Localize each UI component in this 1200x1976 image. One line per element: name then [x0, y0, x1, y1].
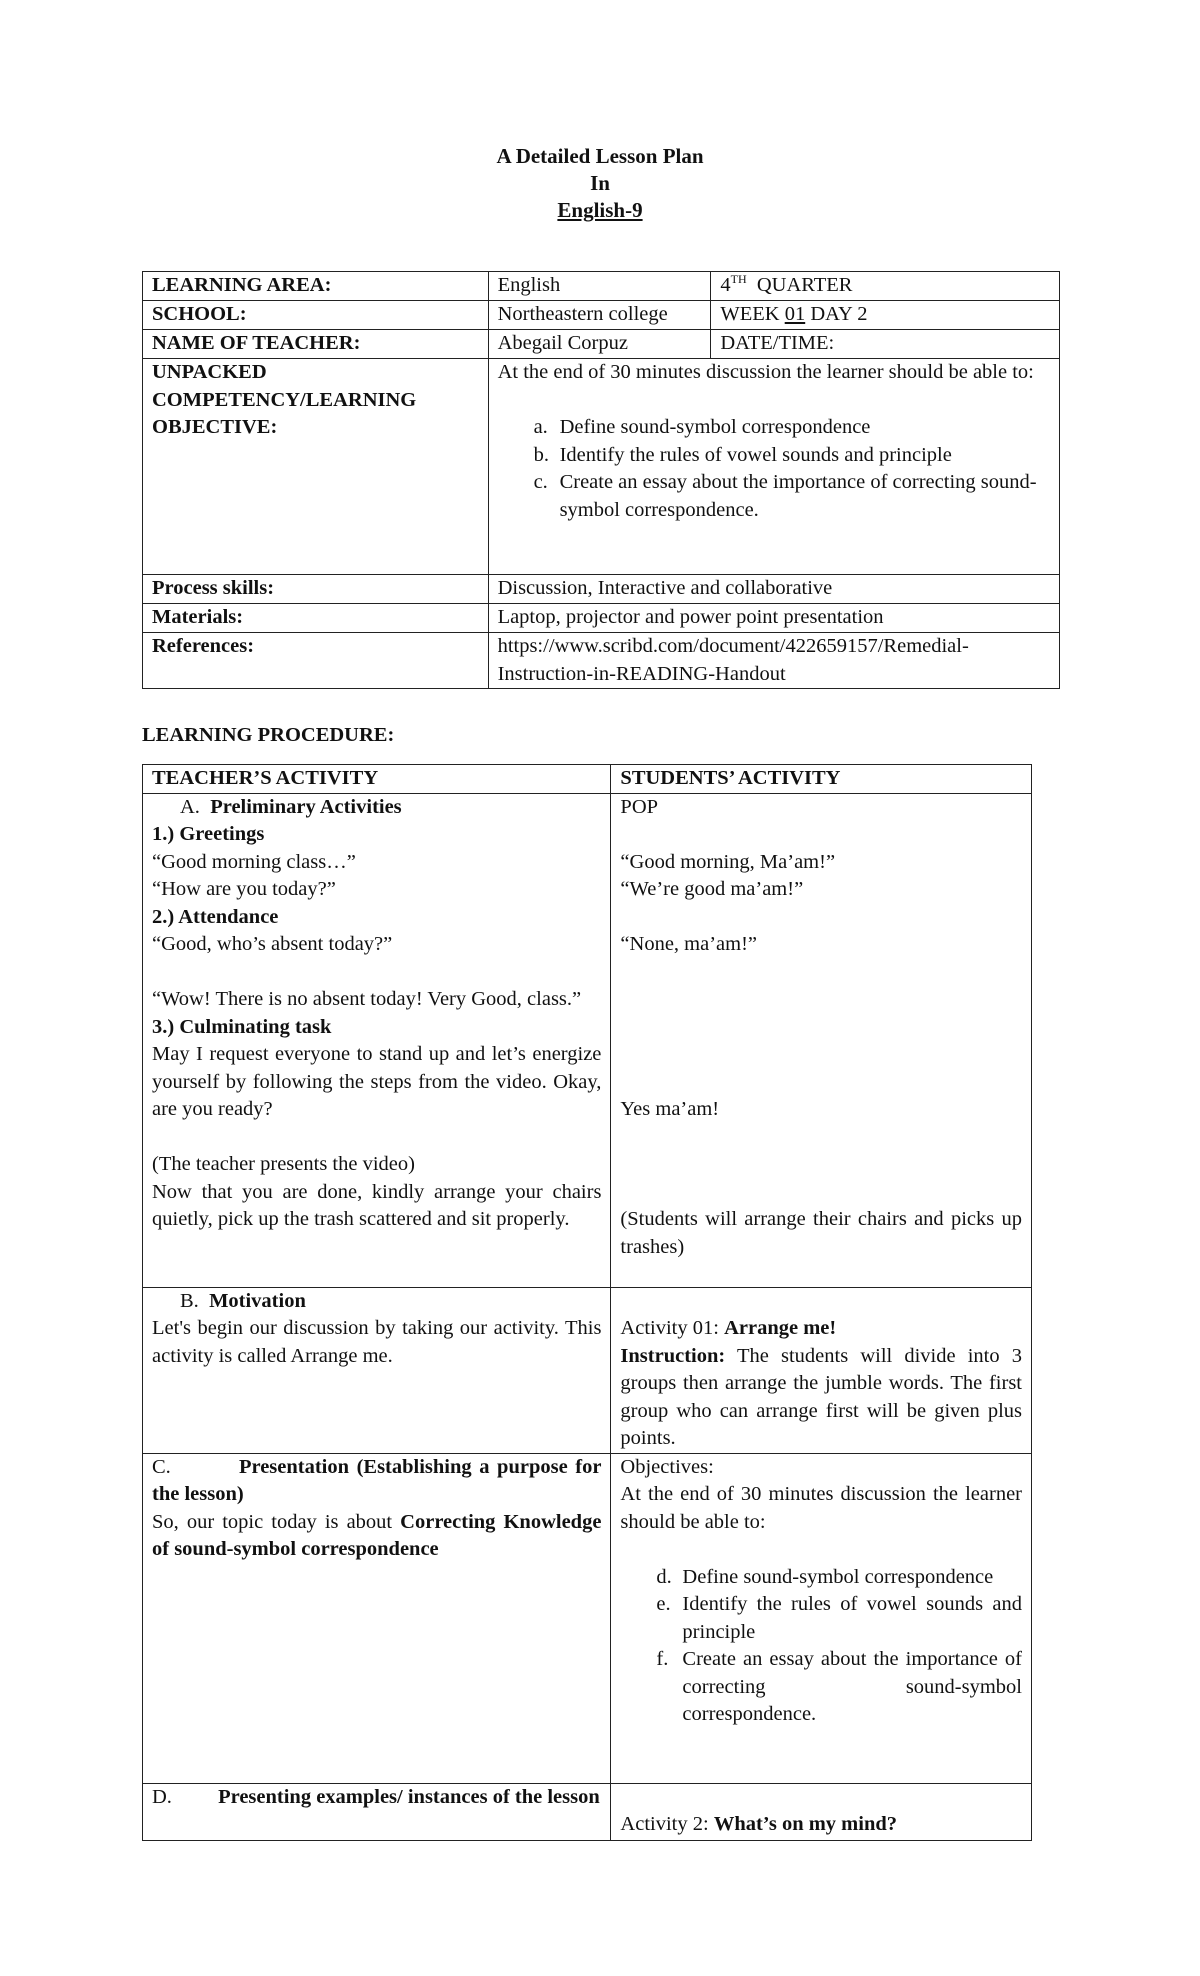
student-objective-item — [656, 1646, 1022, 1729]
teacher-value: Abegail Corpuz — [488, 330, 711, 359]
instruction-body: The students will divide into 3 groups then arrange the jumble words. The first group who can arrange first will be given plus points. — [620, 1344, 1022, 1449]
competency-value — [488, 359, 1059, 575]
preliminary-student-cell — [611, 793, 1032, 1287]
student-objectives-list — [620, 1564, 1022, 1729]
competency-label-line: UNPACKED — [152, 361, 267, 383]
references-line: https://www.scribd.com/document/422659157/Remedial- — [497, 635, 969, 657]
references-line: Instruction-in-READING-Handout — [497, 662, 786, 685]
competency-label-line: COMPETENCY/LEARNING — [152, 388, 417, 411]
culminating-text: May I request everyone to stand up and let’s energize yourself by following the steps from the video. Okay, are you ready? — [152, 1043, 602, 1120]
student-objective-text: Define sound-symbol correspondence — [682, 1565, 994, 1588]
motivation-text: Let's begin our discussion by taking our activity. This activity is called Arrange me. — [152, 1317, 602, 1367]
datetime-label: DATE/TIME: — [711, 330, 1060, 359]
student-response: “None, ma’am!” — [620, 933, 758, 955]
references-value — [488, 633, 1059, 689]
student-objective-item — [656, 1591, 1022, 1646]
learning-area-label: LEARNING AREA: — [143, 272, 489, 301]
objective-marker: c. — [533, 471, 548, 493]
competency-intro: At the end of 30 minutes discussion the learner should be able to: — [497, 361, 1034, 383]
teacher-label: NAME OF TEACHER: — [143, 330, 489, 359]
activity-2-prefix: Activity 2: — [620, 1813, 714, 1835]
objective-text: Identify the rules of vowel sounds and principle — [559, 443, 952, 466]
procedure-heading: LEARNING PROCEDURE: — [142, 724, 395, 746]
section-c-marker: C. — [152, 1455, 171, 1478]
student-response: POP — [620, 795, 659, 818]
procedure-table — [142, 764, 1032, 1841]
section-b-title: Motivation — [209, 1289, 306, 1312]
section-a-marker: A. — [180, 795, 200, 818]
materials-value: Laptop, projector and power point presentation — [488, 604, 1059, 633]
preliminary-teacher-cell — [143, 793, 611, 1287]
section-b-heading — [152, 1288, 601, 1316]
quarter-value — [711, 272, 1060, 301]
student-objective-marker: f. — [656, 1648, 669, 1670]
process-value: Discussion, Interactive and collaborative — [488, 575, 1059, 604]
doc-title: A Detailed Lesson Plan — [496, 144, 704, 168]
objective-item — [534, 442, 1050, 470]
instruction-label: Instruction: — [620, 1344, 726, 1367]
motivation-student-cell — [611, 1287, 1032, 1453]
student-col-header: STUDENTS’ ACTIVITY — [611, 765, 1032, 794]
info-table — [142, 271, 1060, 689]
school-value: Northeastern college — [488, 301, 711, 330]
week-num: 01 — [784, 303, 806, 325]
greetings-title: 1.) Greetings — [152, 823, 265, 845]
week-prefix: WEEK — [720, 303, 785, 325]
greetings-line: “Good morning class…” — [152, 850, 356, 873]
presentation-teacher-cell — [143, 1453, 611, 1783]
section-a-title: Preliminary Activities — [210, 795, 402, 818]
presentation-topic: Correcting Knowledge of sound-symbol correspondence — [152, 1510, 602, 1560]
objective-marker: a. — [533, 416, 548, 438]
activity-1-title: Arrange me! — [724, 1317, 837, 1339]
section-a-heading — [152, 794, 601, 822]
quarter-num: 4 — [720, 274, 731, 296]
section-c-title: Presentation (Establishing a purpose for the lesson) — [152, 1455, 602, 1505]
student-objective-marker: e. — [656, 1593, 671, 1615]
culminating-text: Now that you are done, kindly arrange your chairs quietly, pick up the trash scattered and sit properly. — [152, 1180, 602, 1230]
objective-text: Define sound-symbol correspondence — [559, 416, 871, 438]
activity-1-line — [620, 1315, 1022, 1343]
doc-subtitle: In — [590, 171, 610, 195]
objective-item — [534, 469, 1050, 524]
objective-text: Create an essay about the importance of correcting sound-symbol correspondence. — [559, 471, 1037, 521]
attendance-line: “Wow! There is no absent today! Very Good, class.” — [152, 988, 582, 1010]
teacher-col-header: TEACHER’S ACTIVITY — [143, 765, 611, 794]
presentation-student-cell — [611, 1453, 1032, 1783]
section-d-heading — [152, 1784, 601, 1812]
objective-marker: b. — [533, 443, 549, 466]
section-b-marker: B. — [180, 1289, 199, 1312]
greetings-line: “How are you today?” — [152, 878, 336, 900]
examples-student-cell — [611, 1783, 1032, 1840]
objectives-intro: At the end of 30 minutes discussion the learner should be able to: — [620, 1483, 1022, 1533]
student-objective-marker: d. — [656, 1565, 672, 1588]
student-objective-text: Create an essay about the importance of correcting sound-symbol correspondence. — [682, 1648, 1022, 1725]
quarter-text: QUARTER — [756, 274, 853, 296]
activity-2-line — [620, 1811, 1022, 1839]
week-value — [711, 301, 1060, 330]
quarter-sup: TH — [730, 272, 747, 286]
culminating-title: 3.) Culminating task — [152, 1015, 332, 1038]
materials-label: Materials: — [143, 604, 489, 633]
student-response: “We’re good ma’am!” — [620, 878, 804, 900]
presentation-prefix: So, our topic today is about — [152, 1510, 401, 1533]
references-label: References: — [143, 633, 489, 689]
attendance-line: “Good, who’s absent today?” — [152, 933, 393, 955]
learning-area-value: English — [488, 272, 711, 301]
attendance-title: 2.) Attendance — [152, 905, 279, 928]
competency-label-line: OBJECTIVE: — [152, 416, 278, 438]
student-response: “Good morning, Ma’am!” — [620, 850, 836, 873]
student-response: (Students will arrange their chairs and picks up trashes) — [620, 1208, 1022, 1258]
instruction-text — [620, 1343, 1022, 1453]
student-objective-text: Identify the rules of vowel sounds and principle — [682, 1593, 1022, 1643]
objectives-list — [498, 414, 1050, 524]
culminating-text: (The teacher presents the video) — [152, 1153, 415, 1175]
section-c-heading — [152, 1454, 601, 1509]
examples-teacher-cell — [143, 1783, 611, 1840]
presentation-text — [152, 1509, 601, 1564]
doc-subject — [0, 197, 1200, 225]
week-suffix: DAY 2 — [805, 303, 868, 325]
school-label: SCHOOL: — [143, 301, 489, 330]
activity-1-prefix: Activity 01: — [620, 1317, 725, 1339]
section-d-title: Presenting examples/ instances of the lesson — [218, 1785, 600, 1808]
section-d-marker: D. — [152, 1785, 172, 1808]
student-objective-item — [656, 1564, 1022, 1592]
student-response: Yes ma’am! — [620, 1098, 720, 1120]
motivation-teacher-cell — [143, 1287, 611, 1453]
subject-text: English-9 — [557, 198, 643, 222]
activity-2-title: What’s on my mind? — [713, 1813, 898, 1835]
process-label: Process skills: — [143, 575, 489, 604]
objective-item — [534, 414, 1050, 442]
competency-label — [143, 359, 489, 575]
objectives-label: Objectives: — [620, 1455, 714, 1478]
